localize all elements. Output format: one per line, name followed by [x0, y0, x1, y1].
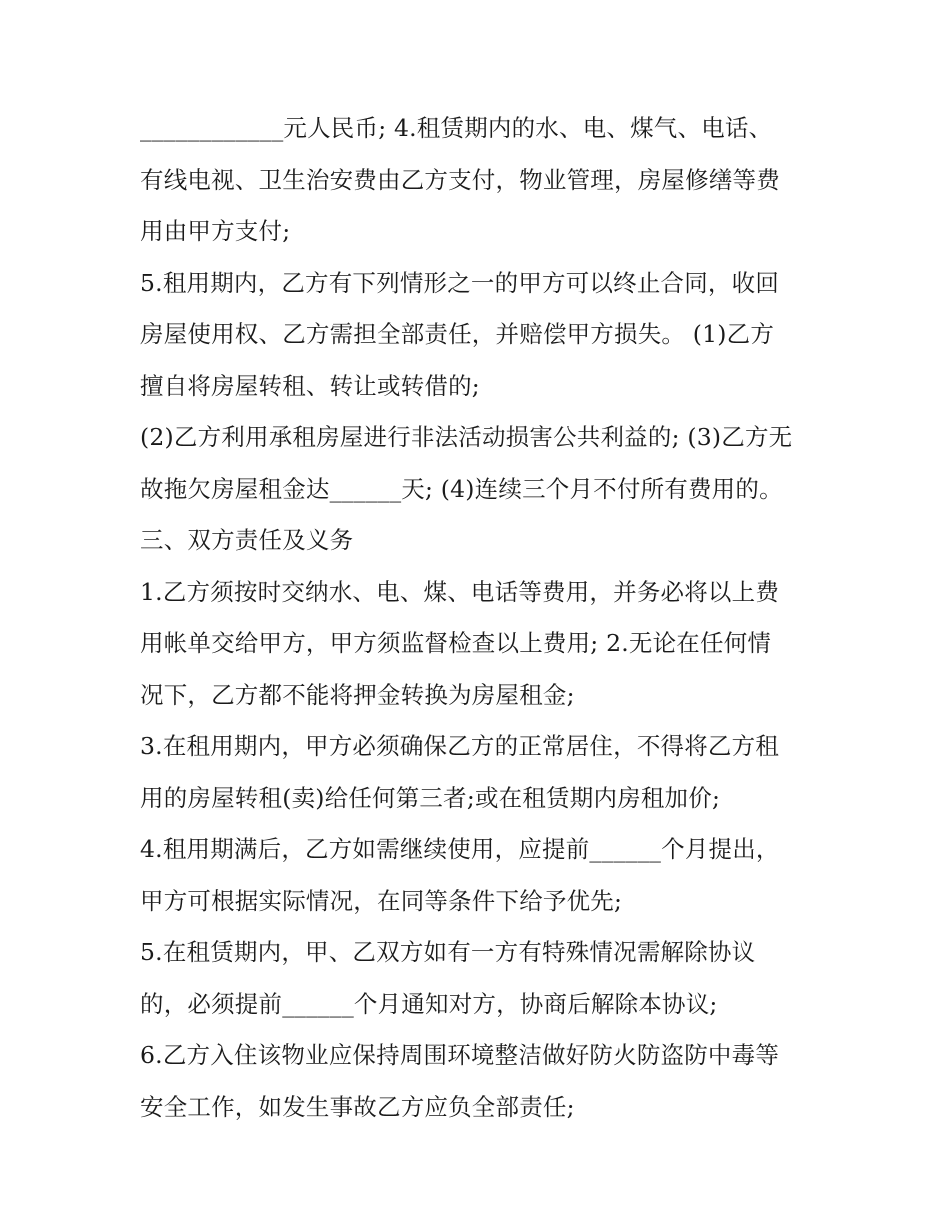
- text-line: 房屋使用权、乙方需担全部责任，并赔偿甲方损失。 (1)乙方: [140, 320, 775, 348]
- text-line: 的，必须提前______个月通知对方，协商后解除本协议;: [140, 989, 718, 1018]
- text-line: 安全工作，如发生事故乙方应负全部责任;: [140, 1092, 575, 1121]
- text-line: 故拖欠房屋租金达______天; (4)连续三个月不付所有费用的。: [140, 474, 783, 503]
- text-line: 况下，乙方都不能将押金转换为房屋租金;: [140, 680, 575, 709]
- text-line: 4.租用期满后，乙方如需继续使用，应提前______个月提出，: [140, 835, 780, 863]
- text-line: 5.租用期内，乙方有下列情形之一的甲方可以终止合同，收回: [140, 268, 780, 297]
- text-line: ____________元人民币; 4.租赁期内的水、电、煤气、电话、: [140, 114, 773, 142]
- section-heading: 三、双方责任及义务: [140, 526, 354, 554]
- text-line: 擅自将房屋转租、转让或转借的;: [140, 371, 480, 400]
- text-line: 用帐单交给甲方，甲方须监督检查以上费用; 2.无论在任何情: [140, 629, 772, 657]
- text-line: 甲方可根据实际情况，在同等条件下给予优先;: [140, 886, 623, 915]
- document-body: [140, 103, 820, 1133]
- text-line: 3.在租用期内，甲方必须确保乙方的正常居住，不得将乙方租: [140, 732, 780, 760]
- text-line: 5.在租赁期内，甲、乙双方如有一方有特殊情况需解除协议: [140, 938, 756, 966]
- text-line: 有线电视、卫生治安费由乙方支付，物业管理，房屋修缮等费: [140, 165, 780, 194]
- text-line: 1.乙方须按时交纳水、电、煤、电话等费用，并务必将以上费: [140, 577, 780, 606]
- text-line: 用由甲方支付;: [140, 217, 291, 245]
- text-line: 6.乙方入住该物业应保持周围环境整洁做好防火防盗防中毒等: [140, 1041, 780, 1069]
- text-line: (2)乙方利用承租房屋进行非法活动损害公共利益的; (3)乙方无: [140, 423, 793, 451]
- text-line: 用的房屋转租(卖)给任何第三者;或在租赁期内房租加价;: [140, 783, 721, 812]
